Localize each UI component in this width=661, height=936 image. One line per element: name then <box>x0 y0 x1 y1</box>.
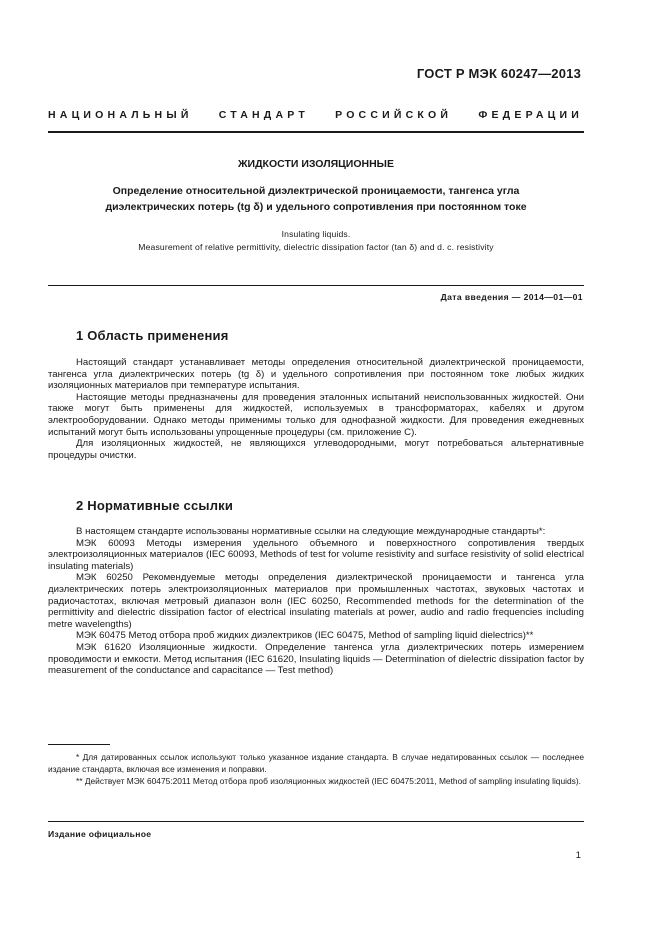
english-title-line: Insulating liquids. <box>281 229 351 239</box>
section-2-heading: 2 Нормативные ссылки <box>76 498 234 513</box>
paragraph: Для изоляционных жидкостей, не являющихся углеводородными, могут потребоваться альтернативные процедуры очистки. <box>48 438 584 461</box>
reference-item: МЭК 60093 Методы измерения удельного объемного и поверхностного сопротивления твердых электроизоляционных материалов (IEC 60093, Methods of test for volume resistivity and surface resistivity of solid electrical insulating materials) <box>48 537 584 572</box>
reference-item: МЭК 60250 Рекомендуемые методы определения диэлектрической проницаемости и тангенса угла диэлектрических потерь электроизоляционных материалов при промышленных частотах, звуковых частотах и радиочастотах, включая метровый диапазон волн (IEC 60250, Recommended methods for the determination of the permittivity and dielectric dissipation factor of electrical insulating materials at power, audio and radio frequencies including metre wavelengths) <box>48 572 584 630</box>
national-standard-banner: НАЦИОНАЛЬНЫЙ СТАНДАРТ РОССИЙСКОЙ ФЕДЕРАЦИИ <box>48 109 583 121</box>
title-rule <box>48 285 584 286</box>
footnote-separator <box>48 744 110 745</box>
english-title-line: Measurement of relative permittivity, dielectric dissipation factor (tan δ) and d. c. resistivity <box>138 241 494 252</box>
document-code: ГОСТ Р МЭК 60247—2013 <box>416 66 581 81</box>
section-2-body <box>48 526 584 677</box>
section-1-heading: 1 Область применения <box>76 328 229 343</box>
reference-item: МЭК 61620 Изоляционные жидкости. Определение тангенса угла диэлектрических потерь измерением проводимости и емкости. Метод испытания (IEC 61620, Insulating liquids — Determination of dielectric dissipation factor by measurement of the conductance and capacitance — Test method) <box>48 641 584 677</box>
page-number: 1 <box>575 850 581 861</box>
paragraph: Настоящие методы предназначены для проведения эталонных испытаний неиспользованных жидкостей. Они также могут быть применены для жидкостей, используемых в трансформаторах, кабелях и другом электрооборудовании. Однако методы применимы только для однофазной жидкости. Для проведения ежедневных испытаний могут быть использованы упрощенные процедуры (см. приложение С). <box>48 391 584 438</box>
subtitle-line: диэлектрических потерь (tg δ) и удельного сопротивления при постоянном токе <box>105 201 527 213</box>
paragraph: Настоящий стандарт устанавливает методы определения относительной диэлектрической проницаемости, тангенса угла диэлектрических потерь (tg δ) и удельного сопротивления при постоянном токе любых жидких изоляционных материалов при температуре испытания. <box>48 357 584 392</box>
introduction-date: Дата введения — 2014—01—01 <box>440 292 583 302</box>
standard-title: ЖИДКОСТИ ИЗОЛЯЦИОННЫЕ <box>238 158 394 170</box>
footnote: * Для датированных ссылок используют только указанное издание стандарта. В случае недатированных ссылок — последнее издание стандарта, включая все изменения и поправки. <box>48 752 584 774</box>
edition-label: Издание официальное <box>48 829 152 839</box>
footnote: ** Действует МЭК 60475:2011 Метод отбора проб изоляционных жидкостей (IEC 60475:2011, Method of sampling insulating liquids). <box>76 776 581 786</box>
header-rule <box>48 131 584 133</box>
subtitle-line: Определение относительной диэлектрической проницаемости, тангенса угла <box>112 185 520 197</box>
english-title <box>48 228 584 253</box>
standard-subtitle <box>78 183 554 215</box>
footnotes <box>48 751 584 787</box>
reference-item: МЭК 60475 Метод отбора проб жидких диэлектриков (IEC 60475, Method of sampling liquid dielectrics)** <box>76 630 534 642</box>
footer-rule <box>48 821 584 822</box>
section-1-body <box>48 357 584 461</box>
paragraph: В настоящем стандарте использованы нормативные ссылки на следующие международные стандарты*: <box>76 526 546 537</box>
